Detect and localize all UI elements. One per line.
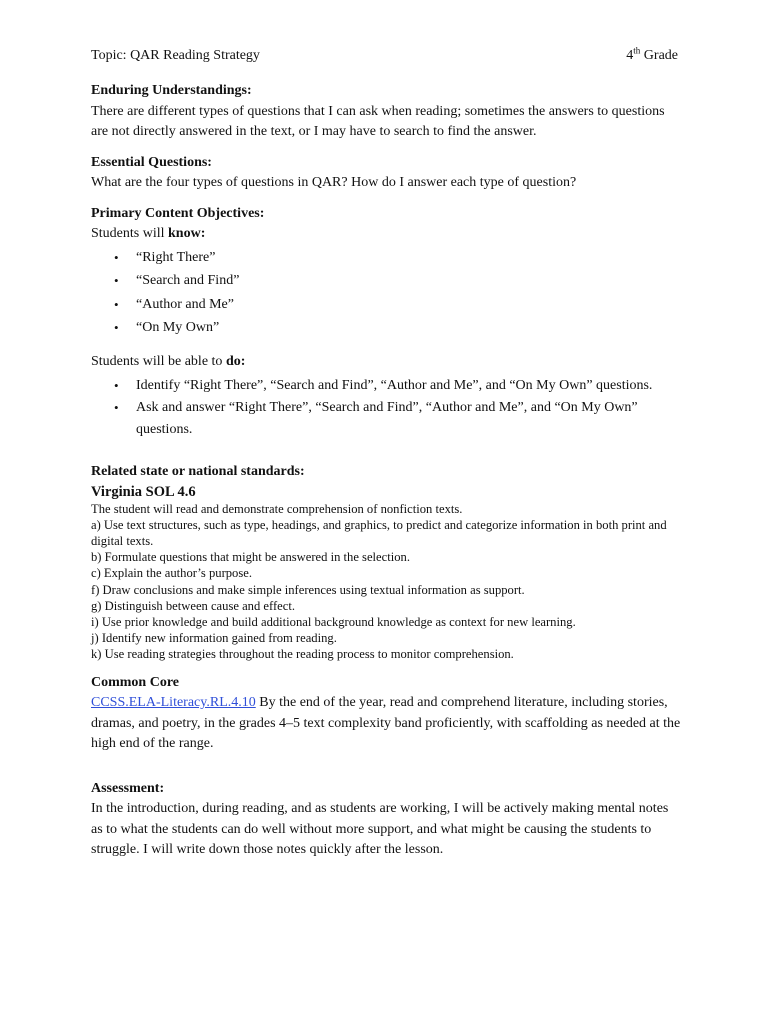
sol-line: k) Use reading strategies throughout the reading process to monitor comprehension.	[91, 647, 514, 662]
know-item: “Author and Me”	[136, 296, 234, 312]
grade-label	[626, 46, 678, 67]
bullet-icon: •	[114, 320, 119, 335]
assessment-heading: Assessment:	[91, 780, 165, 796]
objectives-heading: Primary Content Objectives:	[91, 205, 265, 221]
sol-list	[91, 501, 681, 663]
do-item: Ask and answer “Right There”, “Search and Find”, “Author and Me”, and “On My Own” questions.	[136, 400, 638, 437]
know-intro	[91, 224, 681, 245]
do-intro	[91, 352, 681, 373]
sol-line: f) Draw conclusions and make simple inferences using textual information as support.	[91, 582, 525, 597]
know-item: “On My Own”	[136, 320, 220, 335]
sol-line: j) Identify new information gained from reading.	[91, 631, 337, 646]
document-content	[91, 46, 681, 861]
enduring-text: There are different types of questions that I can ask when reading; sometimes the answers to questions are not directly answered in the text, or I may have to search to find the answer.	[91, 103, 665, 139]
standards-section	[91, 462, 681, 663]
common-core-heading: Common Core	[91, 674, 180, 690]
sol-line: i) Use prior knowledge and build additional background knowledge as context for new learning.	[91, 614, 576, 629]
do-prefix: Students will be able to	[91, 354, 226, 369]
bullet-icon: •	[114, 273, 119, 288]
know-word: know:	[168, 226, 206, 241]
list-item	[91, 247, 681, 268]
sol-line: The student will read and demonstrate comprehension of nonfiction texts.	[91, 501, 463, 516]
common-core-text	[91, 693, 681, 755]
essential-text: What are the four types of questions in QAR? How do I answer each type of question?	[91, 175, 577, 190]
do-list	[91, 375, 681, 441]
know-list	[91, 247, 681, 339]
page-header	[91, 46, 678, 67]
list-item	[91, 375, 681, 397]
know-item: “Search and Find”	[136, 273, 240, 288]
topic-title: Topic: QAR Reading Strategy	[91, 48, 260, 63]
standards-heading: Related state or national standards:	[91, 464, 305, 479]
bullet-icon: •	[114, 400, 119, 415]
grade-suffix: th	[633, 45, 641, 56]
do-word: do:	[225, 354, 246, 369]
sol-line: g) Distinguish between cause and effect.	[91, 598, 295, 613]
know-item: “Right There”	[136, 249, 216, 265]
enduring-section	[91, 81, 681, 143]
do-item: Identify “Right There”, “Search and Find”, “Author and Me”, and “On My Own” questions.	[136, 377, 653, 393]
bullet-icon: •	[114, 296, 119, 312]
common-core-body: By the end of the year, read and comprehend literature, including stories, dramas, and poetry, in the grades 4–5 text complexity band proficiently, with scaffolding as needed at the high end of the range.	[91, 695, 681, 752]
list-item	[91, 317, 681, 338]
sol-line: b) Formulate questions that might be answered in the selection.	[91, 550, 410, 565]
grade-word: Grade	[643, 48, 678, 63]
ccss-link[interactable]: CCSS.ELA-Literacy.RL.4.10	[91, 695, 256, 711]
know-prefix: Students will	[91, 226, 169, 241]
list-item	[91, 397, 681, 440]
assessment-text: In the introduction, during reading, and as students are working, I will be actively making mental notes as to what the students can do well without more support, and what might be causing the students to struggle. I will write down those notes quickly after the lesson.	[91, 801, 669, 858]
list-item	[91, 294, 681, 315]
essential-section	[91, 153, 681, 194]
grade-number: 4	[626, 48, 634, 63]
sol-title: Virginia SOL 4.6	[91, 483, 196, 500]
common-core-section	[91, 673, 681, 755]
objectives-section	[91, 204, 681, 441]
bullet-icon: •	[114, 377, 119, 393]
bullet-icon: •	[114, 249, 119, 265]
list-item	[91, 270, 681, 291]
sol-line: a) Use text structures, such as type, headings, and graphics, to predict and categorize information in both print and digital texts.	[91, 517, 667, 548]
sol-line: c) Explain the author’s purpose.	[91, 566, 252, 581]
assessment-section	[91, 779, 681, 861]
essential-heading: Essential Questions:	[91, 154, 212, 170]
enduring-heading: Enduring Understandings:	[91, 83, 252, 98]
